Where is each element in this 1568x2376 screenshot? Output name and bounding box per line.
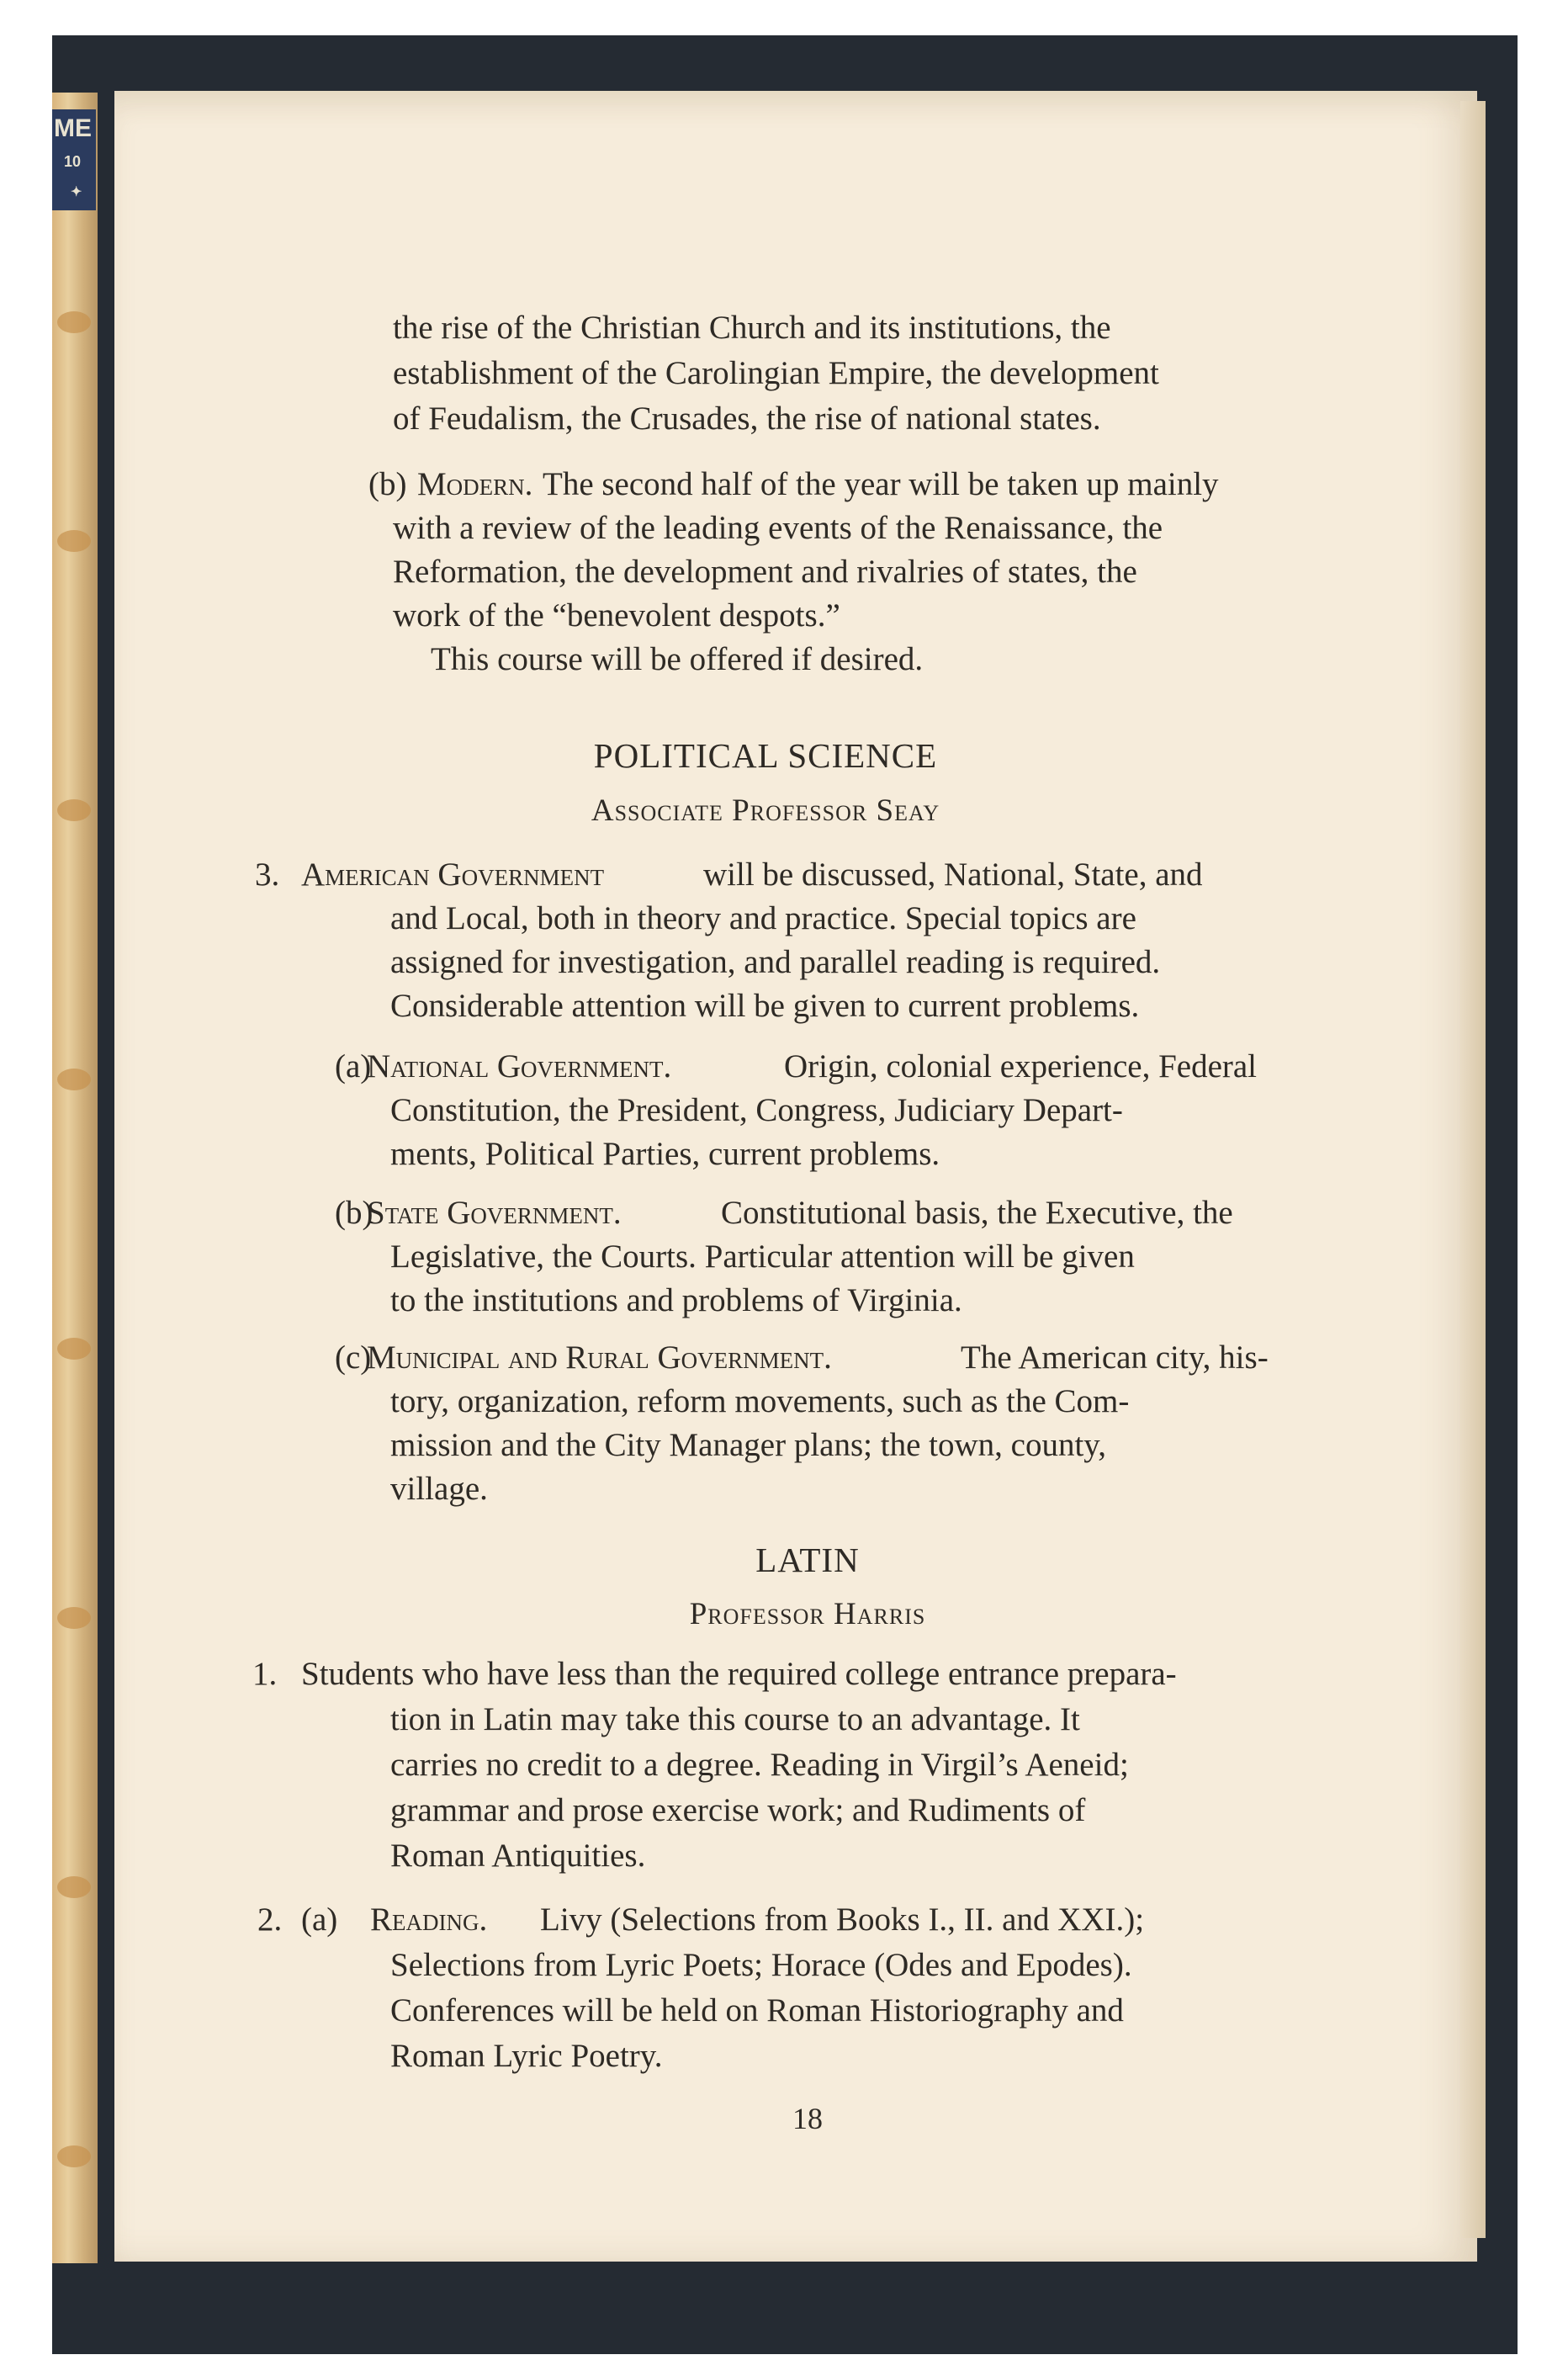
modern-line-4: work of the “benevolent despots.” [393,597,840,634]
latin-course-2-line-4: Roman Lyric Poetry. [390,2038,663,2074]
spine-label-line2: 10 [64,153,82,170]
page-edge [1460,101,1486,2238]
course-3b-line-3: to the institutions and problems of Virginia. [390,1282,962,1318]
course-3-line-2: and Local, both in theory and practice. Special topics are [390,900,1136,936]
section-instructor-political-science: Associate Professor Seay [591,793,940,828]
course-3a-line-1: Origin, colonial experience, Federal [784,1048,1258,1085]
binding-ornament [57,1607,91,1629]
course-3a-heading: National Government. [367,1048,672,1085]
course-3c-label: (c) [335,1339,372,1376]
course-3c-line-3: mission and the City Manager plans; the town, county, [390,1427,1107,1463]
latin-course-1-line-2: tion in Latin may take this course to an advantage. It [390,1701,1080,1737]
course-3-line-3: assigned for investigation, and parallel reading is required. [390,944,1161,980]
course-3-line-4: Considerable attention will be given to current problems. [390,988,1140,1024]
binding-ornament [57,1876,91,1898]
course-3b-heading: State Government. [367,1195,622,1231]
course-3c-line-4: village. [390,1471,488,1507]
course-3b-line-1: Constitutional basis, the Executive, the [721,1195,1233,1231]
latin-course-2-heading: Reading. [370,1901,488,1938]
spine-label [52,109,96,210]
latin-course-2-number: 2. [257,1901,283,1938]
section-title-political-science: POLITICAL SCIENCE [593,736,938,775]
course-3-heading: American Government [301,857,605,893]
binding-ornament [57,311,91,333]
course-3a-line-3: ments, Political Parties, current problems. [390,1136,940,1172]
modern-line-5: This course will be offered if desired. [431,641,924,677]
history-line-1: the rise of the Christian Church and its institutions, the [393,310,1111,346]
modern-heading: Modern. [417,466,533,502]
decorative-binding-strip [52,93,98,2263]
modern-label: (b) [368,466,407,502]
course-3c-line-1: The American city, his- [961,1339,1269,1376]
latin-course-2-line-3: Conferences will be held on Roman Historiography and [390,1992,1124,2029]
course-3-number: 3. [255,857,280,893]
modern-line-2: with a review of the leading events of the Renaissance, the [393,510,1163,546]
latin-course-2-line-2: Selections from Lyric Poets; Horace (Odes and Epodes). [390,1947,1132,1983]
course-3a-line-2: Constitution, the President, Congress, Judiciary Depart- [390,1092,1123,1128]
history-line-3: of Feudalism, the Crusades, the rise of national states. [393,400,1101,437]
binding-ornament [57,1338,91,1360]
binding-ornament [57,530,91,552]
modern-line-1: The second half of the year will be taken up mainly [543,466,1219,502]
course-3c-line-2: tory, organization, reform movements, such as the Com- [390,1383,1130,1419]
course-3a-label: (a) [335,1048,372,1085]
binding-ornament [57,2145,91,2167]
binding-ornament [57,799,91,821]
course-3c-heading: Municipal and Rural Government. [367,1339,832,1376]
latin-course-1-line-1: Students who have less than the required college entrance prepara- [301,1656,1177,1692]
latin-course-1-line-5: Roman Antiquities. [390,1838,646,1874]
latin-course-1-line-3: carries no credit to a degree. Reading in Virgil’s Aeneid; [390,1747,1129,1783]
latin-course-1-line-4: grammar and prose exercise work; and Rudiments of [390,1792,1086,1828]
binding-ornament [57,1069,91,1090]
section-instructor-latin: Professor Harris [689,1597,926,1631]
history-line-2: establishment of the Carolingian Empire, the development [393,355,1159,391]
latin-course-1-number: 1. [252,1656,278,1692]
section-title-latin: LATIN [755,1541,860,1579]
course-3b-line-2: Legislative, the Courts. Particular attention will be given [390,1238,1135,1275]
latin-course-2-label: (a) [301,1901,338,1938]
modern-line-3: Reformation, the development and rivalries of states, the [393,554,1137,590]
course-3b-label: (b) [335,1195,373,1231]
course-3-line-1: will be discussed, National, State, and [703,857,1203,893]
spine-label-symbol: ✦ [71,185,82,199]
spine-label-line1: ME [54,114,92,142]
latin-course-2-line-1: Livy (Selections from Books I., II. and XXI.); [540,1901,1145,1938]
page-number: 18 [792,2102,823,2135]
